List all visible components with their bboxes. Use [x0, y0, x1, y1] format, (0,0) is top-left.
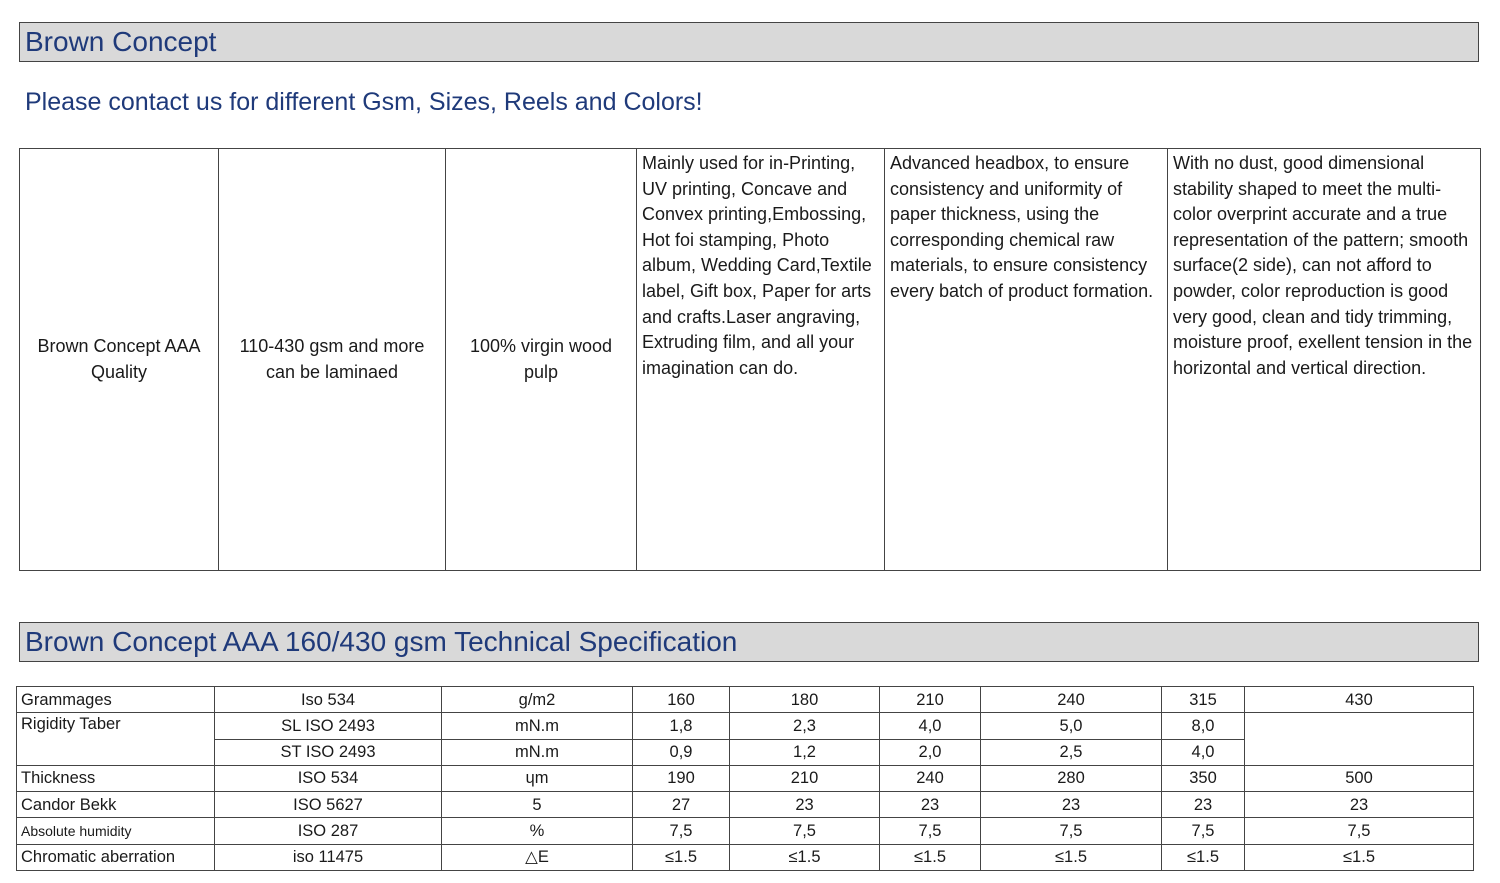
spec-unit: mN.m — [442, 739, 633, 765]
section-header-brown-concept: Brown Concept — [19, 22, 1479, 62]
spec-value: 190 — [633, 765, 730, 791]
spec-value: 4,0 — [880, 713, 981, 739]
spec-value: 240 — [880, 765, 981, 791]
spec-value: ≤1.5 — [1245, 844, 1474, 870]
product-process-cell: Advanced headbox, to ensure consistency and uniformity of paper thickness, using the corresponding chemical raw materials, to ensure consistency every batch of product formation. — [885, 149, 1168, 571]
contact-line: Please contact us for different Gsm, Sizes, Reels and Colors! — [25, 88, 703, 116]
spec-value: 23 — [1245, 792, 1474, 818]
spec-standard: Iso 534 — [215, 687, 442, 713]
spec-value: 23 — [1162, 792, 1245, 818]
spec-value: 210 — [880, 687, 981, 713]
spec-value: 1,2 — [730, 739, 880, 765]
spec-label: Thickness — [17, 765, 215, 791]
spec-standard: ISO 5627 — [215, 792, 442, 818]
spec-label: Candor Bekk — [17, 792, 215, 818]
product-usage-cell: Mainly used for in-Printing, UV printing, Concave and Convex printing,Embossing, Hot foi stamping, Photo album, Wedding Card,Textile label, Gift box, Paper for arts and crafts.Laser angraving, Extruding film, and all your imagination can do. — [637, 149, 885, 571]
spec-standard: ISO 287 — [215, 818, 442, 844]
spec-value: 430 — [1245, 687, 1474, 713]
spec-value-empty — [1245, 713, 1474, 766]
spec-standard: ISO 534 — [215, 765, 442, 791]
spec-value: ≤1.5 — [633, 844, 730, 870]
spec-value: 240 — [981, 687, 1162, 713]
spec-unit: mN.m — [442, 713, 633, 739]
spec-standard: SL ISO 2493 — [215, 713, 442, 739]
technical-specification-table — [16, 686, 1474, 871]
spec-row-candor — [17, 792, 1474, 818]
spec-value: 23 — [880, 792, 981, 818]
spec-value: 4,0 — [1162, 739, 1245, 765]
spec-row-humidity — [17, 818, 1474, 844]
spec-label: Chromatic aberration — [17, 844, 215, 870]
spec-value: 210 — [730, 765, 880, 791]
spec-value: 23 — [730, 792, 880, 818]
spec-value: 350 — [1162, 765, 1245, 791]
spec-standard: iso 11475 — [215, 844, 442, 870]
product-description-row — [20, 149, 1481, 571]
spec-unit: ɥm — [442, 765, 633, 791]
product-gsm-cell: 110-430 gsm and more can be laminaed — [219, 149, 446, 571]
spec-value: 2,3 — [730, 713, 880, 739]
spec-value: ≤1.5 — [1162, 844, 1245, 870]
spec-row-chromatic — [17, 844, 1474, 870]
spec-value: 1,8 — [633, 713, 730, 739]
spec-value: 23 — [981, 792, 1162, 818]
spec-value: ≤1.5 — [981, 844, 1162, 870]
spec-value: 180 — [730, 687, 880, 713]
product-name-cell: Brown Concept AAA Quality — [20, 149, 219, 571]
spec-row-rigidity-sl — [17, 713, 1474, 739]
spec-value: 160 — [633, 687, 730, 713]
spec-value: 7,5 — [633, 818, 730, 844]
spec-standard: ST ISO 2493 — [215, 739, 442, 765]
spec-value: 7,5 — [1162, 818, 1245, 844]
product-features-cell: With no dust, good dimensional stability shaped to meet the multi-color overprint accurate and a true representation of the pattern; smooth surface(2 side), can not afford to powder, color reproduction is good very good, clean and tidy trimming, moisture proof, exellent tension in the horizontal and vertical direction. — [1168, 149, 1481, 571]
product-material-cell: 100% virgin wood pulp — [446, 149, 637, 571]
section-header-technical-specification: Brown Concept AAA 160/430 gsm Technical Specification — [19, 622, 1479, 662]
spec-label: Grammages — [17, 687, 215, 713]
spec-value: ≤1.5 — [880, 844, 981, 870]
spec-value: 7,5 — [880, 818, 981, 844]
spec-unit: 5 — [442, 792, 633, 818]
spec-unit: % — [442, 818, 633, 844]
spec-value: 0,9 — [633, 739, 730, 765]
spec-value: 2,0 — [880, 739, 981, 765]
spec-value: 315 — [1162, 687, 1245, 713]
spec-value: 2,5 — [981, 739, 1162, 765]
spec-row-thickness — [17, 765, 1474, 791]
spec-value: 27 — [633, 792, 730, 818]
spec-value: 8,0 — [1162, 713, 1245, 739]
spec-value: 500 — [1245, 765, 1474, 791]
spec-value: 5,0 — [981, 713, 1162, 739]
spec-unit: △E — [442, 844, 633, 870]
product-description-table — [19, 148, 1481, 571]
spec-row-grammages — [17, 687, 1474, 713]
spec-value: 7,5 — [981, 818, 1162, 844]
spec-label: Absolute humidity — [17, 818, 215, 844]
spec-value: 7,5 — [730, 818, 880, 844]
spec-value: 7,5 — [1245, 818, 1474, 844]
spec-label: Rigidity Taber — [17, 713, 215, 766]
spec-value: 280 — [981, 765, 1162, 791]
spec-unit: g/m2 — [442, 687, 633, 713]
spec-value: ≤1.5 — [730, 844, 880, 870]
